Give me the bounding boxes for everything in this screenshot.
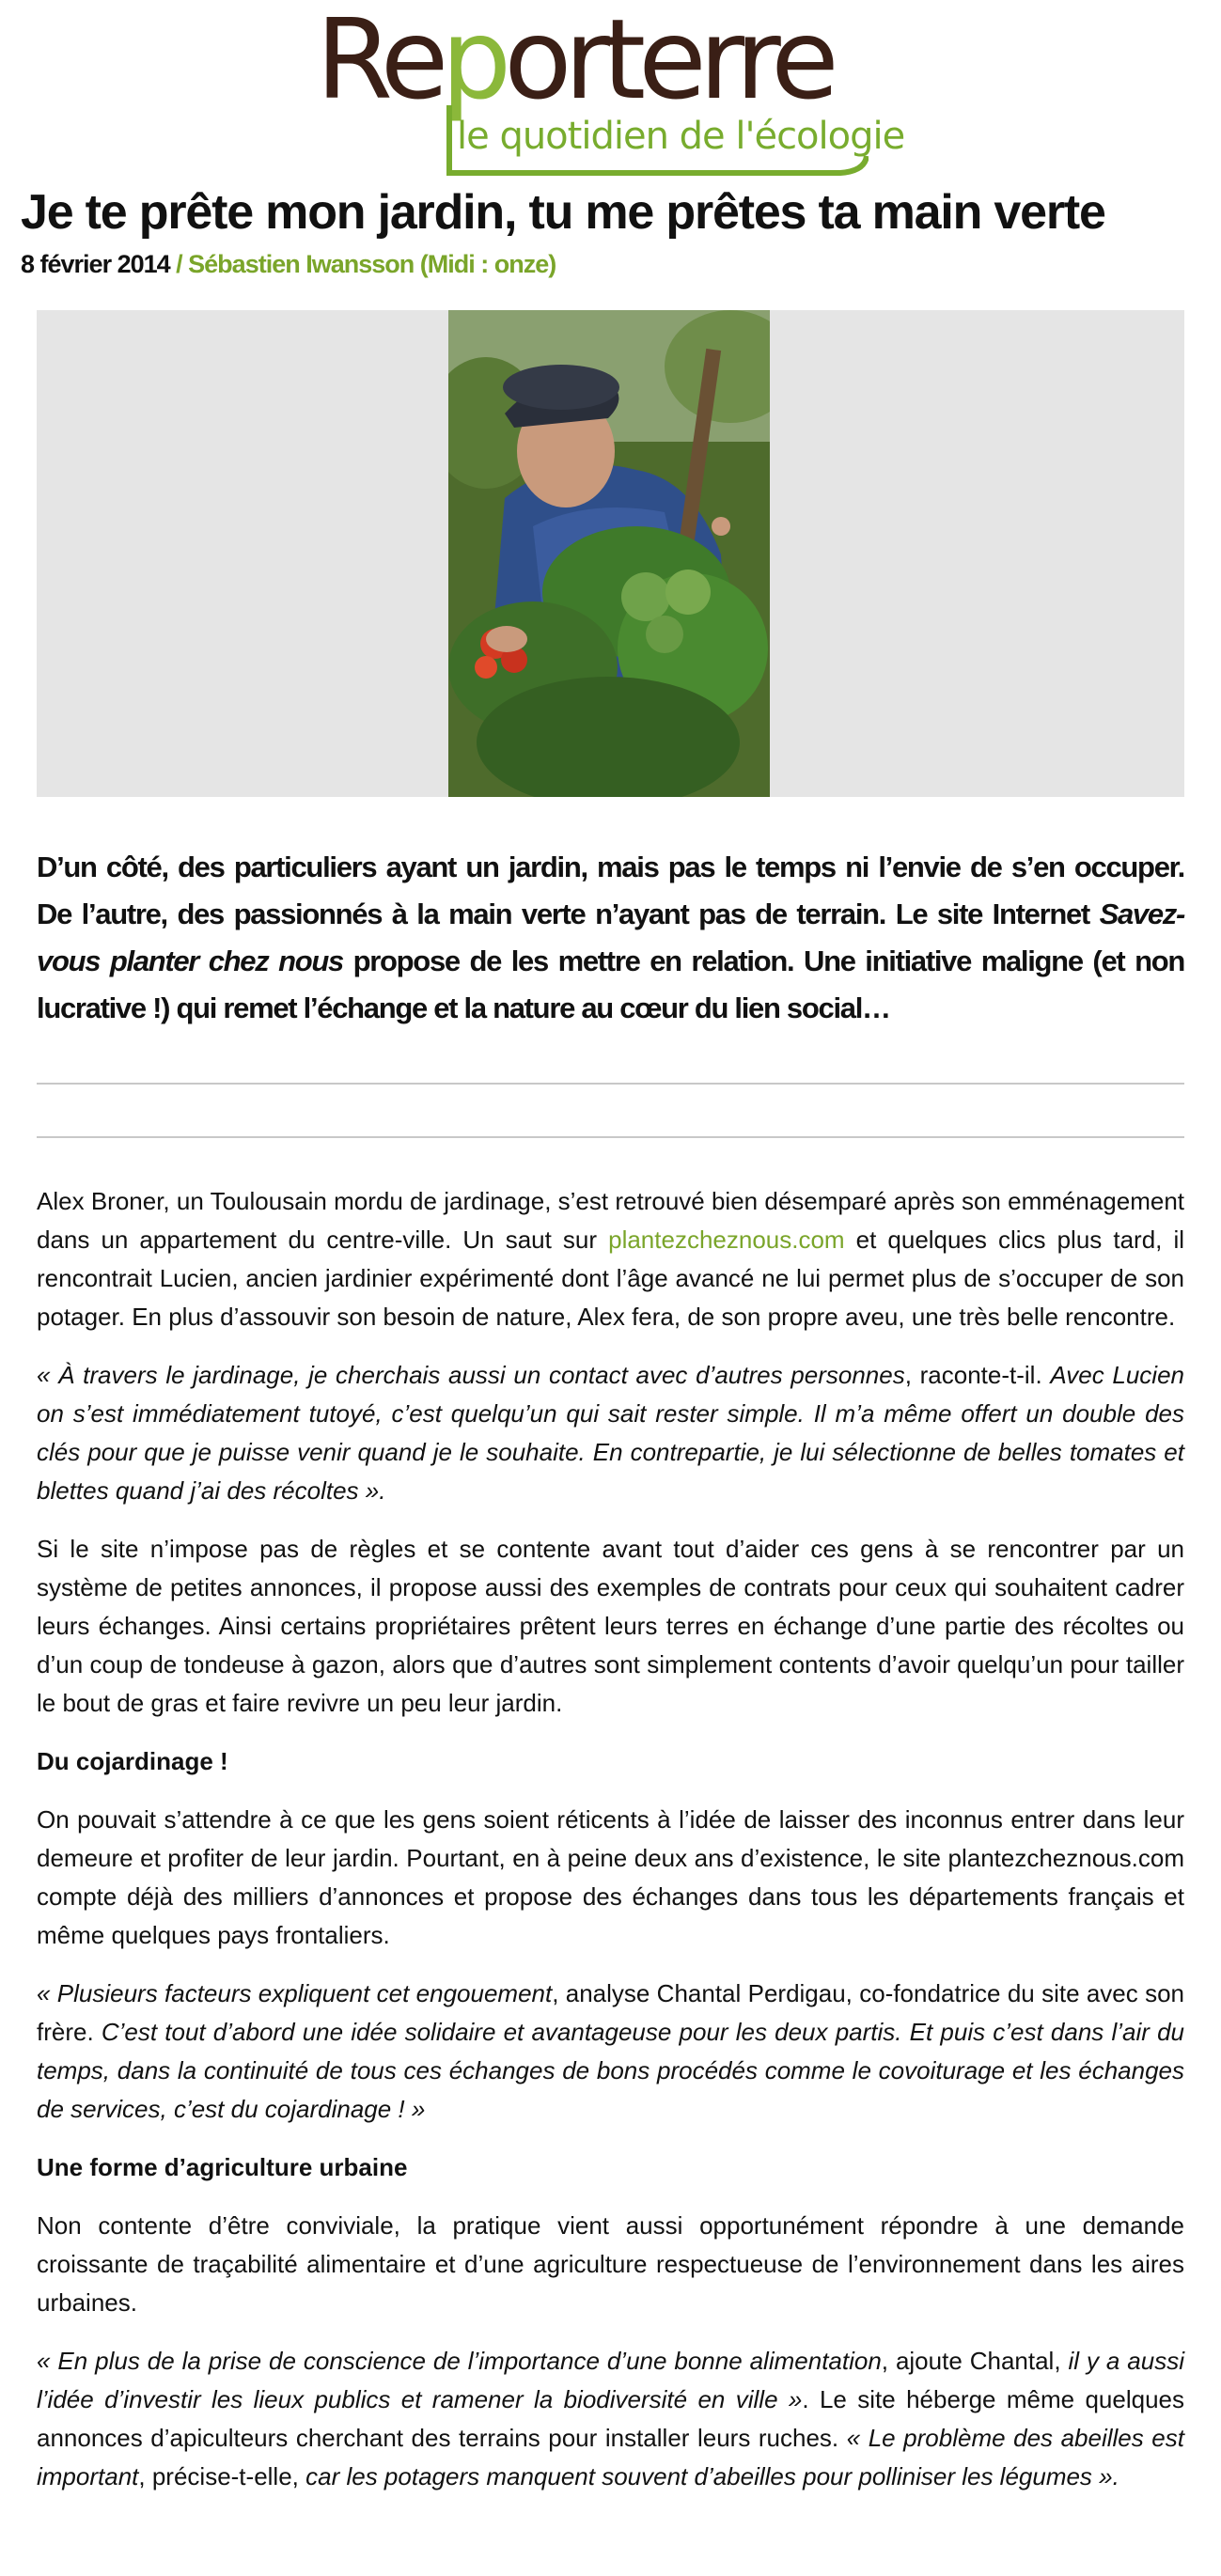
paragraph: Alex Broner, un Toulousain mordu de jardinage, s’est retrouvé bien désemparé après son emménagement dans un appartement du centre-ville. Un saut sur plantezcheznous.com et quelques clics plus tard, il rencontrait Lucien, ancien jardinier expérimenté dont l’âge avancé ne lui permet plus de s’occuper de son potager. En plus d’assouvir son besoin de nature, Alex fera, de son propre aveu, une très belle rencontre. xyxy=(37,1187,1184,1331)
paragraph: On pouvait s’attendre à ce que les gens soient réticents à l’idée de laisser des inconnus entrer dans leur demeure et profiter de leur jardin. Pourtant, en à peine deux ans d’existence, le site plantezcheznous.com compte déjà des milliers d’annonces et propose des échanges dans tous les départements français et même quelques pays frontaliers. xyxy=(37,1805,1184,1949)
paragraph: « En plus de la prise de conscience de l’importance d’une bonne alimentation, ajoute Chantal, il y a aussi l’idée d’investir les lieux publics et ramener la biodiversité en ville ». Le site héberge même quelques annonces d’apiculteurs cherchant des terrains pour installer leurs ruches. « Le problème des abeilles est important, précise-t-elle, car les potagers manquent souvent d’abeilles pour polliniser les légumes ». xyxy=(37,2347,1184,2490)
logo-wordmark: Reporterre xyxy=(316,0,832,124)
paragraph: Non contente d’être conviviale, la pratique vient aussi opportunément répondre à une demande croissante de traçabilité alimentaire et d’une agriculture respectueuse de l’environnement dans les aires urbaines. xyxy=(37,2211,1184,2317)
section-heading-agriculture-urbaine: Une forme d’agriculture urbaine xyxy=(37,2153,408,2181)
paragraph: « Plusieurs facteurs expliquent cet engouement, analyse Chantal Perdigau, co-fondatrice du site avec son frère. C’est tout d’abord une idée solidaire et avantageuse pour les deux partis. Et puis c’est dans l’air du temps, dans la continuité de tous ces échanges de bons procédés comme le covoiturage et les échanges de services, c’est du cojardinage ! » xyxy=(37,1979,1184,2123)
paragraph: « À travers le jardinage, je cherchais aussi un contact avec d’autres personnes, raconte-t-il. Avec Lucien on s’est immédiatement tutoyé, c’est quelqu’un qui sait rester simple. Il m’a même offert un double des clés pour que je puisse venir quand je le souhaite. En contrepartie, je lui sélectionne de belles tomates et blettes quand j’ai des récoltes ». xyxy=(37,1361,1184,1505)
divider-bottom xyxy=(37,1136,1184,1138)
reporterre-logo[interactable] xyxy=(316,0,905,173)
article-photo-gardener xyxy=(448,310,770,797)
divider-top xyxy=(37,1083,1184,1085)
paragraph: Si le site n’impose pas de règles et se contente avant tout d’aider ces gens à se rencontrer par un système de petites annonces, il propose aussi des exemples de contrats pour ceux qui souhaitent cadrer leurs échanges. Ainsi certains propriétaires prêtent leurs terres en échange d’une partie des récoltes ou d’un coup de tondeuse à gazon, alors que d’autres sont simplement contents d’avoir quelqu’un pour tailler le bout de gras et faire revivre un peu leur jardin. xyxy=(37,1535,1184,1717)
plantezcheznous-link[interactable]: plantezcheznous.com xyxy=(608,1226,845,1254)
article-title: Je te prête mon jardin, tu me prêtes ta main verte xyxy=(21,185,1105,240)
article-lead: D’un côté, des particuliers ayant un jardin, mais pas le temps ni l’envie de s’en occuper. De l’autre, des passionnés à la main verte n’ayant pas de terrain. Le site Internet Savez-vous planter chez nous propose de les mettre en relation. Une initiative maligne (et non lucrative !) qui remet l’échange et la nature au cœur du lien social… xyxy=(37,851,1184,1024)
article-byline xyxy=(21,250,556,279)
article-body xyxy=(37,1182,1184,2516)
section-heading-cojardinage: Du cojardinage ! xyxy=(37,1747,228,1775)
site-name: Savez-vous planter chez nous xyxy=(37,898,1184,977)
logo-tagline: le quotidien de l'écologie xyxy=(457,115,905,158)
article-date: 8 février 2014 xyxy=(21,250,170,278)
article-author[interactable]: / Sébastien Iwansson (Midi : onze) xyxy=(176,250,556,278)
